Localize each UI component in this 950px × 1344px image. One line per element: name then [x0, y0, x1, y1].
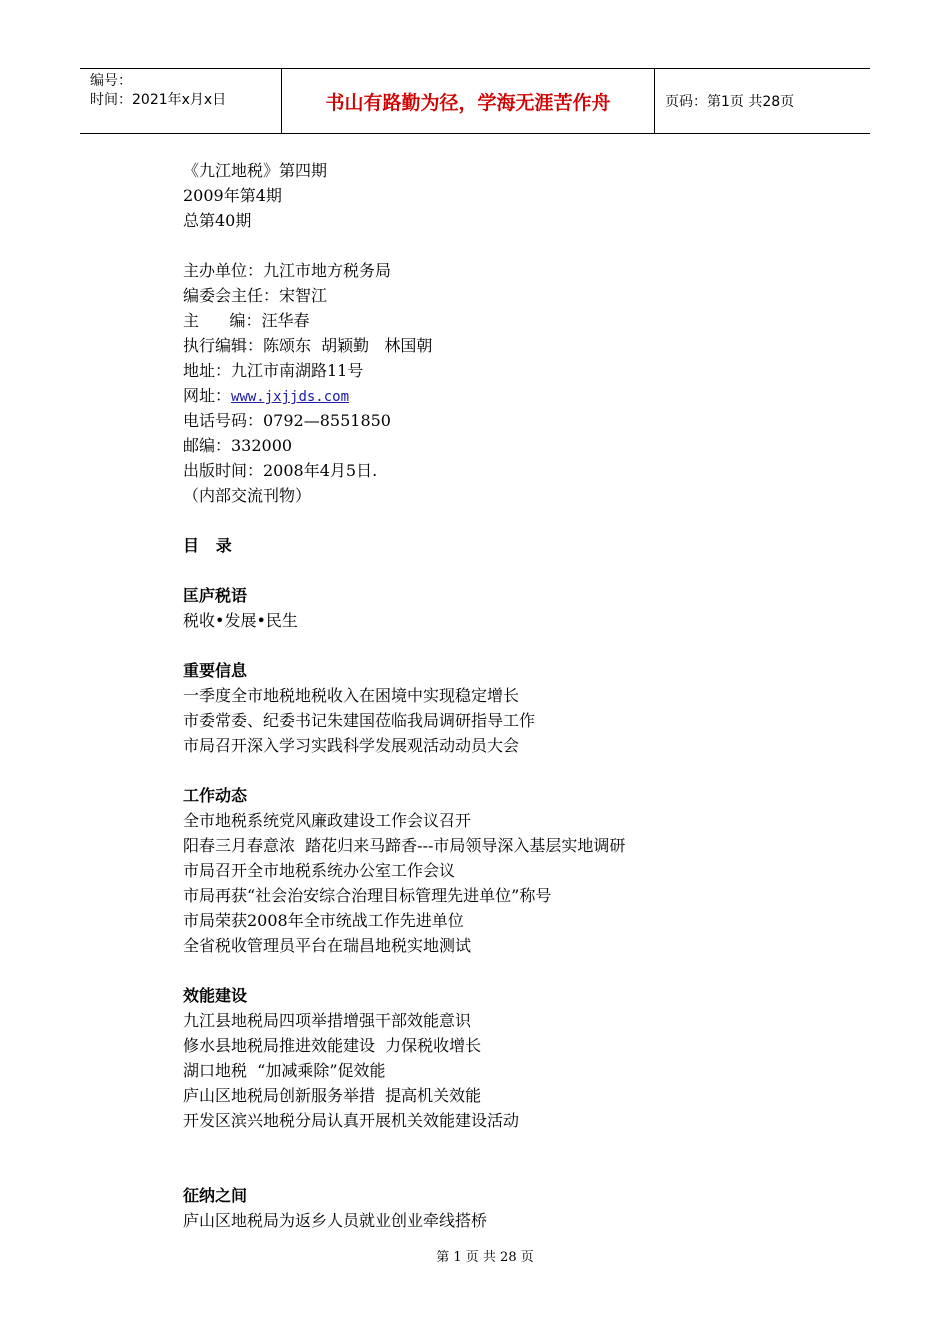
header-page-code: 页码：第1页 共28页 [665, 94, 795, 110]
toc-item[interactable]: 全省税收管理员平台在瑞昌地税实地测试 [183, 936, 472, 955]
info-phone: 电话号码：0792—8551850 [183, 411, 391, 430]
section-title: 效能建设 [183, 986, 248, 1005]
section-title: 工作动态 [183, 786, 248, 805]
toc-item[interactable]: 开发区滨兴地税分局认真开展机关效能建设活动 [183, 1111, 520, 1130]
toc-item[interactable]: 庐山区地税局为返乡人员就业创业牵线搭桥 [183, 1211, 488, 1230]
time-label: 时间：2021年x月x日 [90, 92, 227, 108]
toc-item[interactable]: 市局再获“社会治安综合治理目标管理先进单位”称号 [183, 886, 552, 905]
toc-item[interactable]: 市局荣获2008年全市统战工作先进单位 [183, 911, 464, 930]
toc-item[interactable]: 市委常委、纪委书记朱建国莅临我局调研指导工作 [183, 711, 536, 730]
website-label: 网址： [183, 386, 232, 405]
masthead-title: 《九江地税》第四期 [183, 161, 328, 180]
info-director: 编委会主任：宋智江 [183, 286, 328, 305]
info-note: （内部交流刊物） [183, 486, 312, 505]
number-label: 编号： [90, 73, 132, 89]
masthead-total: 总第40期 [183, 211, 252, 230]
toc-item[interactable]: 市局召开深入学习实践科学发展观活动动员大会 [183, 736, 520, 755]
section-title: 匡庐税语 [183, 586, 248, 605]
website-link[interactable]: www.jxjjds.com [231, 389, 350, 405]
page-header [80, 68, 870, 134]
page-footer: 第 1 页 共 28 页 [436, 1250, 534, 1265]
header-meta [80, 69, 282, 133]
info-postcode: 邮编：332000 [183, 436, 293, 455]
info-address: 地址：九江市南湖路11号 [183, 361, 364, 380]
toc-item[interactable]: 庐山区地税局创新服务举措 提高机关效能 [183, 1086, 482, 1105]
info-sponsor: 主办单位：九江市地方税务局 [183, 261, 392, 280]
toc-item[interactable]: 阳春三月春意浓 踏花归来马蹄香---市局领导深入基层实地调研 [183, 836, 626, 855]
header-motto: 书山有路勤为径，学海无涯苦作舟 [282, 69, 655, 133]
toc-item[interactable]: 九江县地税局四项举措增强干部效能意识 [183, 1011, 472, 1030]
toc-item[interactable]: 全市地税系统党风廉政建设工作会议召开 [183, 811, 472, 830]
info-exec-editors: 执行编辑：陈颂东 胡颖勤 林国朝 [183, 336, 433, 355]
info-publish-date: 出版时间：2008年4月5日. [183, 461, 378, 480]
toc-title: 目 录 [183, 536, 232, 555]
document-body [183, 158, 833, 1233]
section-title: 征纳之间 [183, 1186, 248, 1205]
toc-item[interactable]: 税收•发展•民生 [183, 611, 298, 630]
info-website-row [183, 383, 833, 408]
section-title: 重要信息 [183, 661, 248, 680]
toc-item[interactable]: 湖口地税 “加减乘除”促效能 [183, 1061, 386, 1080]
toc-item[interactable]: 市局召开全市地税系统办公室工作会议 [183, 861, 456, 880]
masthead-issue: 2009年第4期 [183, 186, 282, 205]
toc-item[interactable]: 修水县地税局推进效能建设 力保税收增长 [183, 1036, 482, 1055]
toc-item[interactable]: 一季度全市地税地税收入在困境中实现稳定增长 [183, 686, 520, 705]
info-chief-editor: 主 编：汪华春 [183, 311, 310, 330]
